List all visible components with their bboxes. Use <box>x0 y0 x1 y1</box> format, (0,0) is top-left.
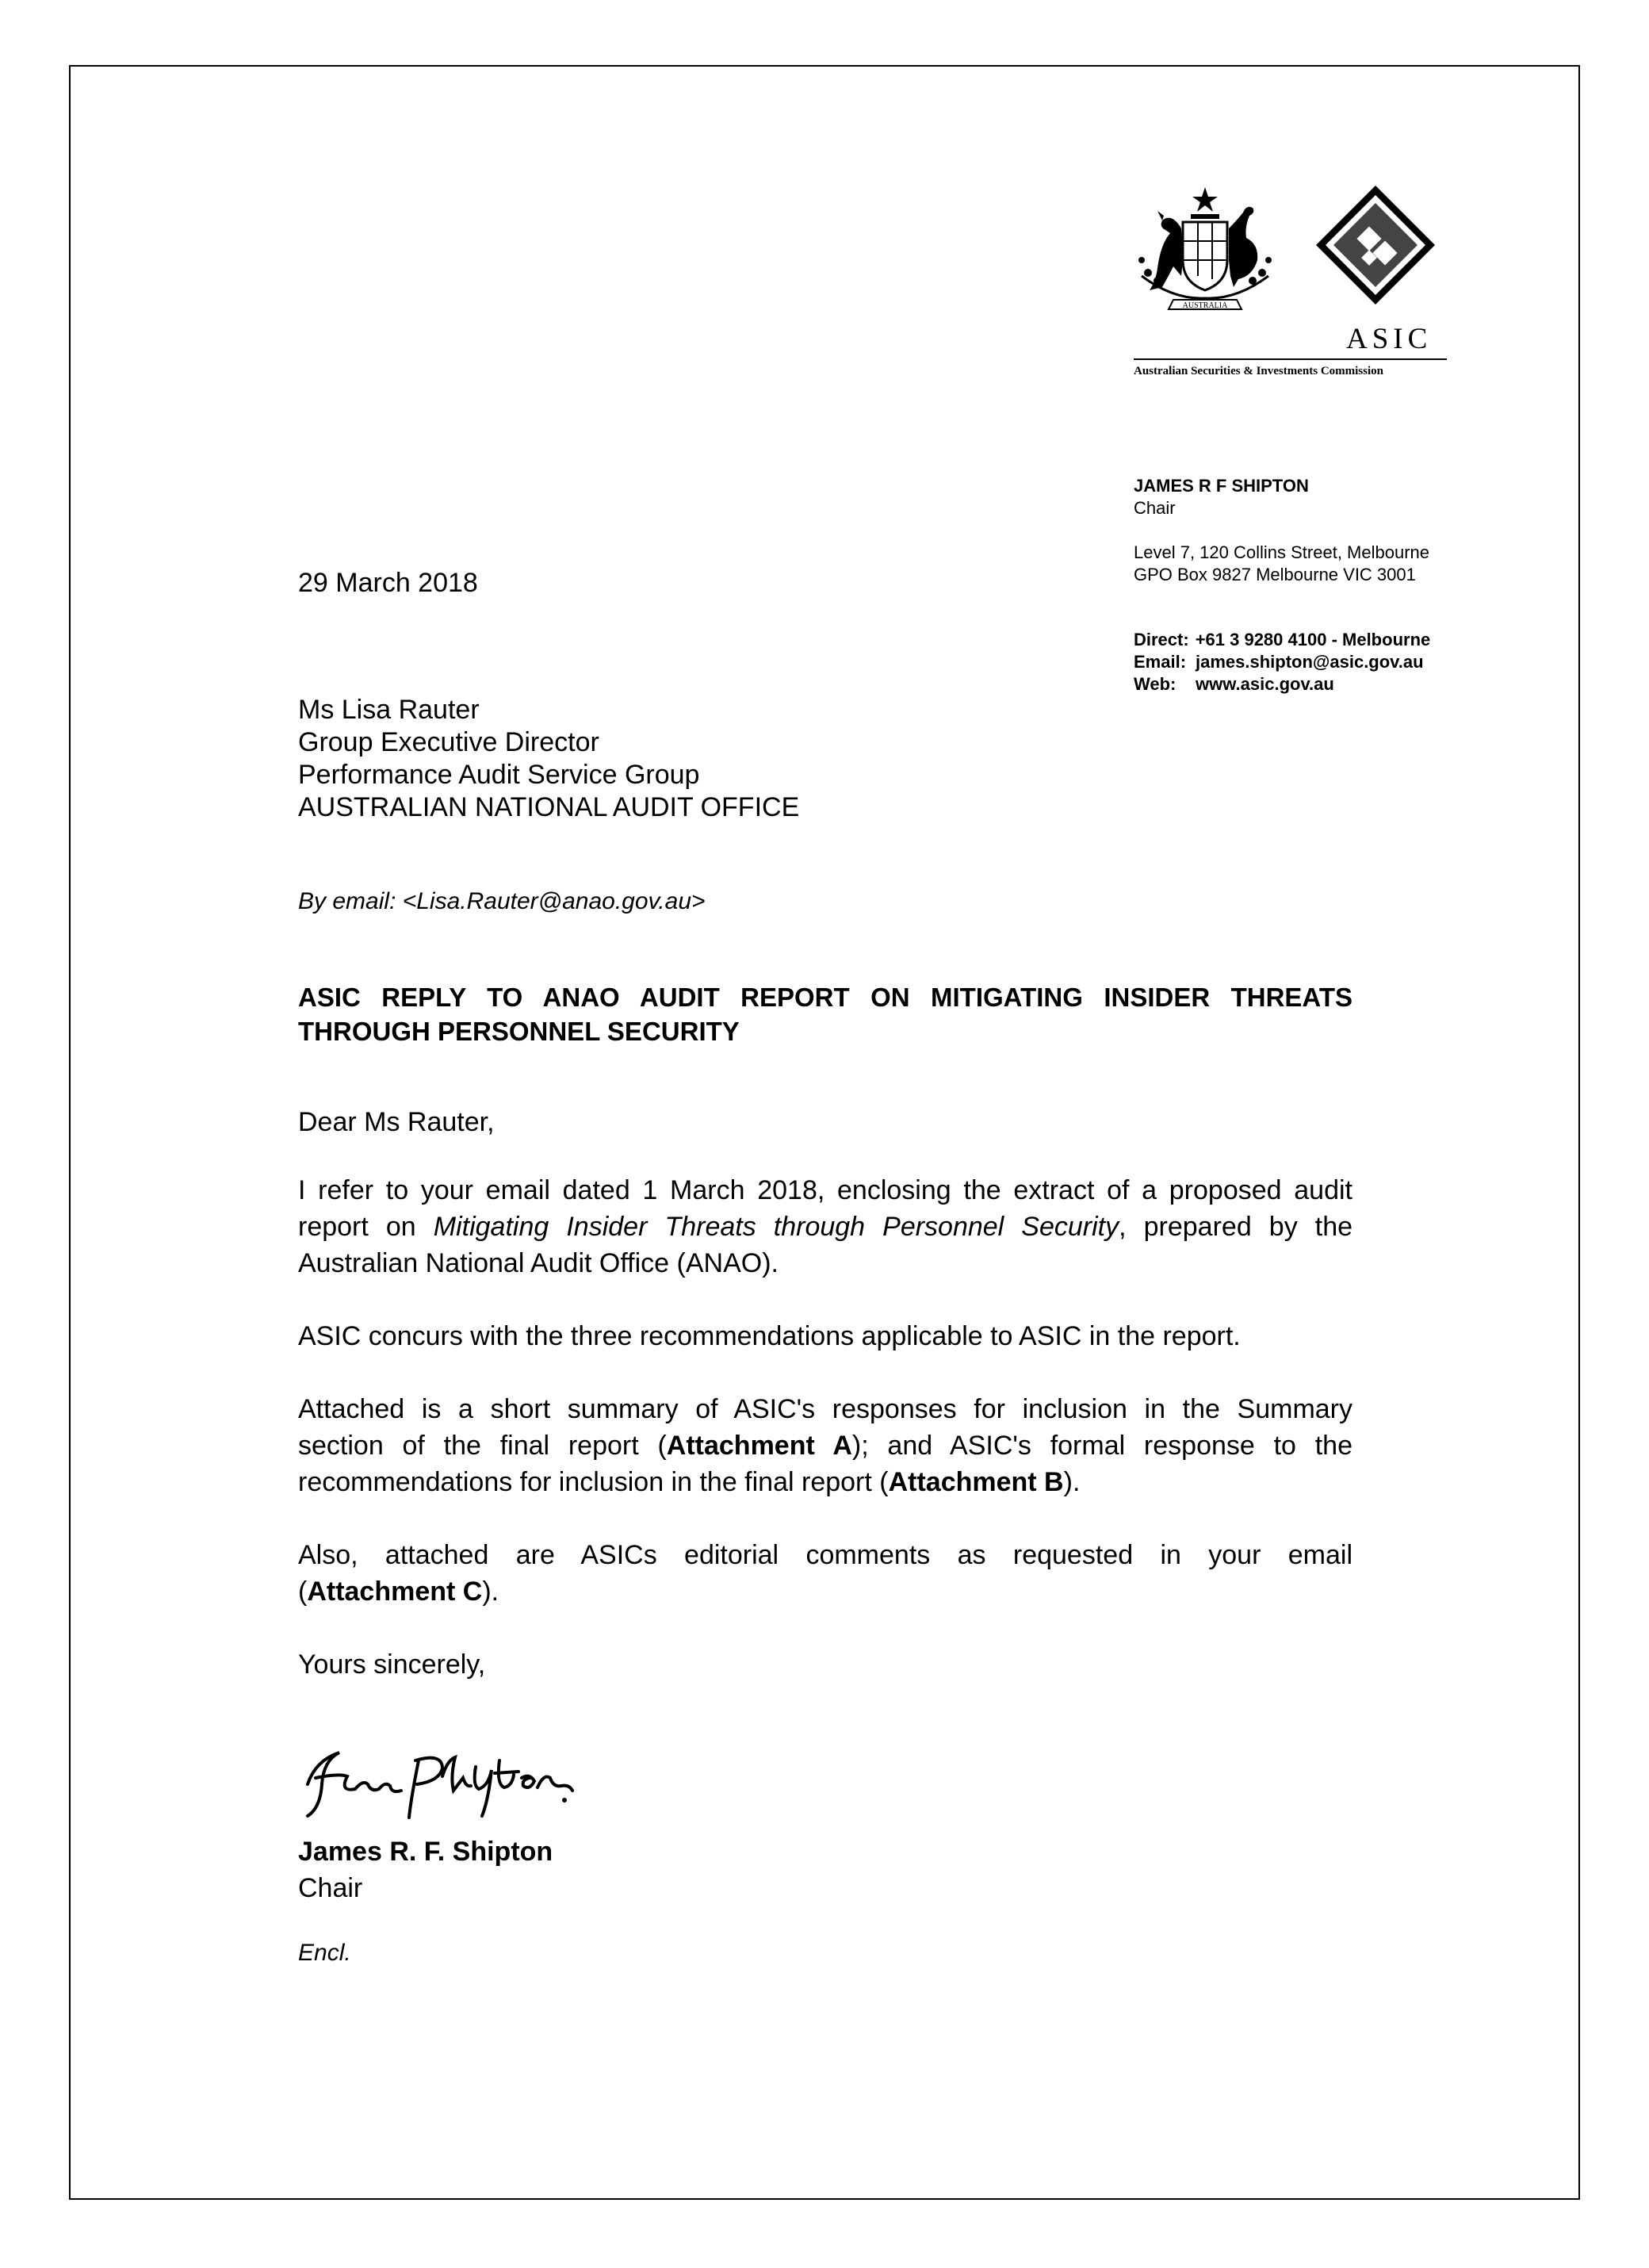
p4-text: ( <box>298 1576 308 1607</box>
enclosure-note: Encl. <box>298 1940 351 1966</box>
letter-subject <box>298 980 1352 1048</box>
subject-line1: ASIC REPLY TO ANAO AUDIT REPORT ON MITIGATING INSIDER THREATS <box>298 983 1352 1012</box>
commonwealth-coat-of-arms-icon <box>1126 181 1443 324</box>
recipient-address <box>298 692 799 826</box>
paragraph-4-line2 <box>298 1573 1352 1610</box>
asic-full-name: Australian Securities & Investments Commission <box>1134 365 1383 377</box>
p1-text: , prepared by the <box>1119 1212 1353 1242</box>
recipient-title: Group Executive Director <box>298 727 599 757</box>
p3-text: ). <box>1063 1467 1081 1497</box>
svg-text:AUSTRALIA: AUSTRALIA <box>1182 301 1228 310</box>
recipient-name: Ms Lisa Rauter <box>298 695 480 725</box>
email-value[interactable]: james.shipton@asic.gov.au <box>1196 652 1424 672</box>
paragraph-3-line3 <box>298 1464 1352 1500</box>
attachment-c-ref: Attachment C <box>307 1576 483 1607</box>
paragraph-3-line1: Attached is a short summary of ASIC's responses for inclusion in the Summary <box>298 1394 1352 1424</box>
attachment-a-ref: Attachment A <box>666 1431 852 1461</box>
asic-diamond-icon <box>1316 186 1435 305</box>
handwritten-signature <box>292 1729 577 1824</box>
letter-date: 29 March 2018 <box>298 568 478 598</box>
sender-direct <box>1134 628 1430 651</box>
paragraph-1-line1: I refer to your email dated 1 March 2018, enclosing the extract of a proposed audit <box>298 1175 1352 1205</box>
p4-text: ). <box>482 1576 499 1607</box>
delivery-method: By email: <Lisa.Rauter@anao.gov.au> <box>298 888 706 914</box>
signatory-title: Chair <box>298 1873 363 1903</box>
attachment-b-ref: Attachment B <box>888 1467 1064 1497</box>
web-value[interactable]: www.asic.gov.au <box>1196 674 1334 694</box>
paragraph-2: ASIC concurs with the three recommendations applicable to ASIC in the report. <box>298 1321 1241 1351</box>
paragraph-1 <box>298 1172 1352 1281</box>
paragraph-4-line1: Also, attached are ASICs editorial comments as requested in your email <box>298 1540 1352 1570</box>
p3-text: ); and ASIC's formal response to the <box>851 1431 1352 1461</box>
sender-name: JAMES R F SHIPTON <box>1134 476 1309 496</box>
sender-email <box>1134 650 1424 673</box>
paragraph-4 <box>298 1537 1352 1610</box>
sender-address-line2: GPO Box 9827 Melbourne VIC 3001 <box>1134 565 1416 584</box>
recipient-group: Performance Audit Service Group <box>298 760 700 790</box>
signatory-block <box>298 1833 553 1906</box>
p1-text: report on <box>298 1212 434 1242</box>
direct-label: Direct: <box>1134 630 1189 649</box>
letterhead-divider <box>1134 358 1447 360</box>
report-title: Mitigating Insider Threats through Personnel Security <box>433 1212 1119 1242</box>
page-border <box>69 65 1580 2200</box>
p3-text: recommendations for inclusion in the final report ( <box>298 1467 889 1497</box>
sender-address-line1: Level 7, 120 Collins Street, Melbourne <box>1134 542 1429 562</box>
web-label: Web: <box>1134 674 1176 694</box>
paragraph-1-line3: Australian National Audit Office (ANAO). <box>298 1248 779 1278</box>
paragraph-3 <box>298 1391 1352 1500</box>
sender-web <box>1134 672 1334 695</box>
paragraph-3-line2 <box>298 1427 1352 1464</box>
recipient-office: AUSTRALIAN NATIONAL AUDIT OFFICE <box>298 792 800 822</box>
paragraph-1-line2 <box>298 1209 1352 1245</box>
closing: Yours sincerely, <box>298 1649 486 1680</box>
sender-title: Chair <box>1134 498 1176 518</box>
direct-value: +61 3 9280 4100 - Melbourne <box>1195 630 1431 649</box>
email-label: Email: <box>1134 652 1187 672</box>
asic-wordmark: ASIC <box>1346 323 1433 355</box>
subject-line2: THROUGH PERSONNEL SECURITY <box>298 1017 740 1046</box>
signatory-name: James R. F. Shipton <box>298 1837 553 1867</box>
salutation: Dear Ms Rauter, <box>298 1107 495 1137</box>
p3-text: section of the final report ( <box>298 1431 667 1461</box>
